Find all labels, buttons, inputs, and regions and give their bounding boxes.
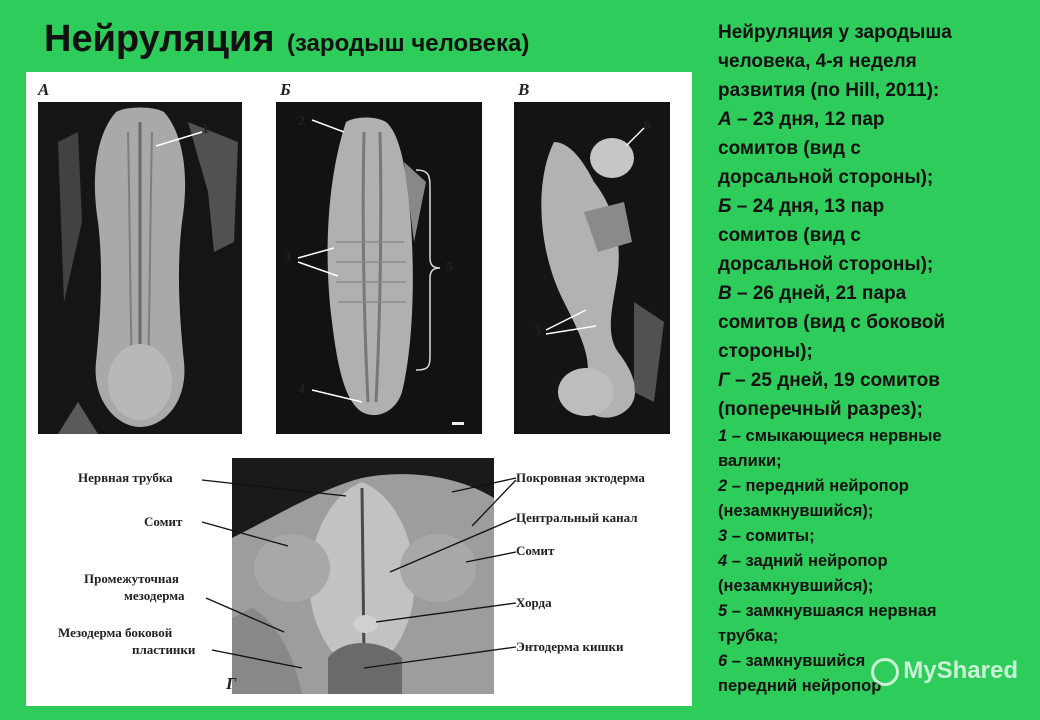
caption-v-2: сомитов (вид с боковой: [718, 312, 946, 333]
caption-n1-2: валики;: [718, 452, 782, 470]
micrograph-g: [232, 458, 494, 694]
embryo-v-image: [514, 102, 670, 434]
label-surface-ectoderm: Покровная эктодерма: [516, 470, 645, 485]
caption-a: [718, 105, 1034, 134]
caption-n1: [718, 424, 1034, 449]
caption-n3: [718, 524, 1034, 549]
caption-n5: [718, 599, 1034, 624]
caption-intro-1: Нейруляция у зародыша: [718, 22, 952, 43]
micrograph-a: [38, 102, 242, 434]
caption-g-2: (поперечный разрез);: [718, 399, 923, 420]
caption-n5-2: трубка;: [718, 627, 779, 645]
caption-a-3: дорсальной стороны);: [718, 167, 934, 188]
label-b-5: 5: [446, 260, 453, 275]
label-somite-left: Сомит: [144, 514, 183, 529]
caption-a-text: – 23 дня, 12 пар: [731, 109, 885, 130]
caption-n1-text: – смыкающиеся нервные: [727, 427, 942, 445]
caption-n3-text: – сомиты;: [727, 527, 815, 545]
caption-a-2: сомитов (вид с: [718, 138, 861, 159]
caption-g-letter: Г: [718, 370, 730, 391]
label-b-2: 2: [298, 114, 305, 129]
cross-section-image: [232, 458, 494, 694]
label-v-3: 3: [534, 324, 541, 339]
caption-b: [718, 192, 1034, 221]
label-lateral-plate-2: пластинки: [132, 642, 196, 657]
title-main: Нейруляция: [44, 18, 275, 60]
caption-n4-2: (незамкнувшийся);: [718, 577, 874, 595]
myshared-logo-icon: [871, 658, 899, 686]
caption-v: [718, 279, 1034, 308]
micrograph-v: [514, 102, 670, 434]
caption-n4-num: 4: [718, 552, 728, 570]
label-somite-right: Сомит: [516, 543, 555, 558]
caption-n6-2: передний нейропор: [718, 677, 882, 695]
label-intermediate-mesoderm-2: мезодерма: [124, 588, 185, 603]
caption-b-text: – 24 дня, 13 пар: [731, 196, 885, 217]
label-lateral-plate-1: Мезодерма боковой: [58, 625, 173, 640]
label-b-4: 4: [298, 382, 305, 397]
panel-letter-a: А: [38, 80, 50, 99]
caption-intro-2: человека, 4-я неделя: [718, 51, 917, 72]
caption-v-letter: В: [718, 283, 732, 304]
caption-n4-text: – задний нейропор: [727, 552, 888, 570]
label-v-6: 6: [644, 118, 651, 133]
caption-a-letter: А: [718, 109, 732, 130]
panel-letter-g: Г: [226, 674, 237, 693]
caption-g-text: – 25 дней, 19 сомитов: [729, 370, 940, 391]
caption-n6-text: – замкнувшийся: [727, 652, 866, 670]
label-gut-endoderm: Энтодерма кишки: [516, 639, 624, 654]
panel-letter-v: В: [518, 80, 530, 99]
caption-n2-num: 2: [718, 477, 728, 495]
caption-v-3: стороны);: [718, 341, 813, 362]
caption-n3-num: 3: [718, 527, 728, 545]
figure-panel: [26, 72, 692, 706]
caption-n5-text: – замкнувшаяся нервная: [727, 602, 937, 620]
caption-n6-num: 6: [718, 652, 728, 670]
panel-letter-b: Б: [280, 80, 291, 99]
caption-n2: [718, 474, 1034, 499]
caption-b-2: сомитов (вид с: [718, 225, 861, 246]
title-subtitle: (зародыш человека): [286, 30, 530, 57]
caption-n1-num: 1: [718, 427, 728, 445]
caption-b-3: дорсальной стороны);: [718, 254, 934, 275]
watermark-text: MyShared: [903, 657, 1018, 685]
label-a-1: 1: [202, 122, 209, 137]
label-b-3: 3: [284, 250, 291, 265]
caption-b-letter: Б: [718, 196, 732, 217]
label-neural-tube: Нервная трубка: [78, 470, 173, 485]
caption-g: [718, 366, 1034, 395]
embryo-a-image: [38, 102, 242, 434]
caption-intro-3: развития (по Hill, 2011):: [718, 80, 940, 101]
watermark: [871, 657, 1018, 686]
page-title: [44, 18, 529, 61]
caption-n4: [718, 549, 1034, 574]
caption-text: [718, 18, 1034, 699]
label-notochord: Хорда: [516, 595, 552, 610]
label-intermediate-mesoderm-1: Промежуточная: [84, 571, 179, 586]
caption-v-text: – 26 дней, 21 пара: [731, 283, 907, 304]
caption-n2-2: (незамкнувшийся);: [718, 502, 874, 520]
caption-n5-num: 5: [718, 602, 728, 620]
caption-n2-text: – передний нейропор: [727, 477, 909, 495]
label-central-canal: Центральный канал: [516, 510, 638, 525]
